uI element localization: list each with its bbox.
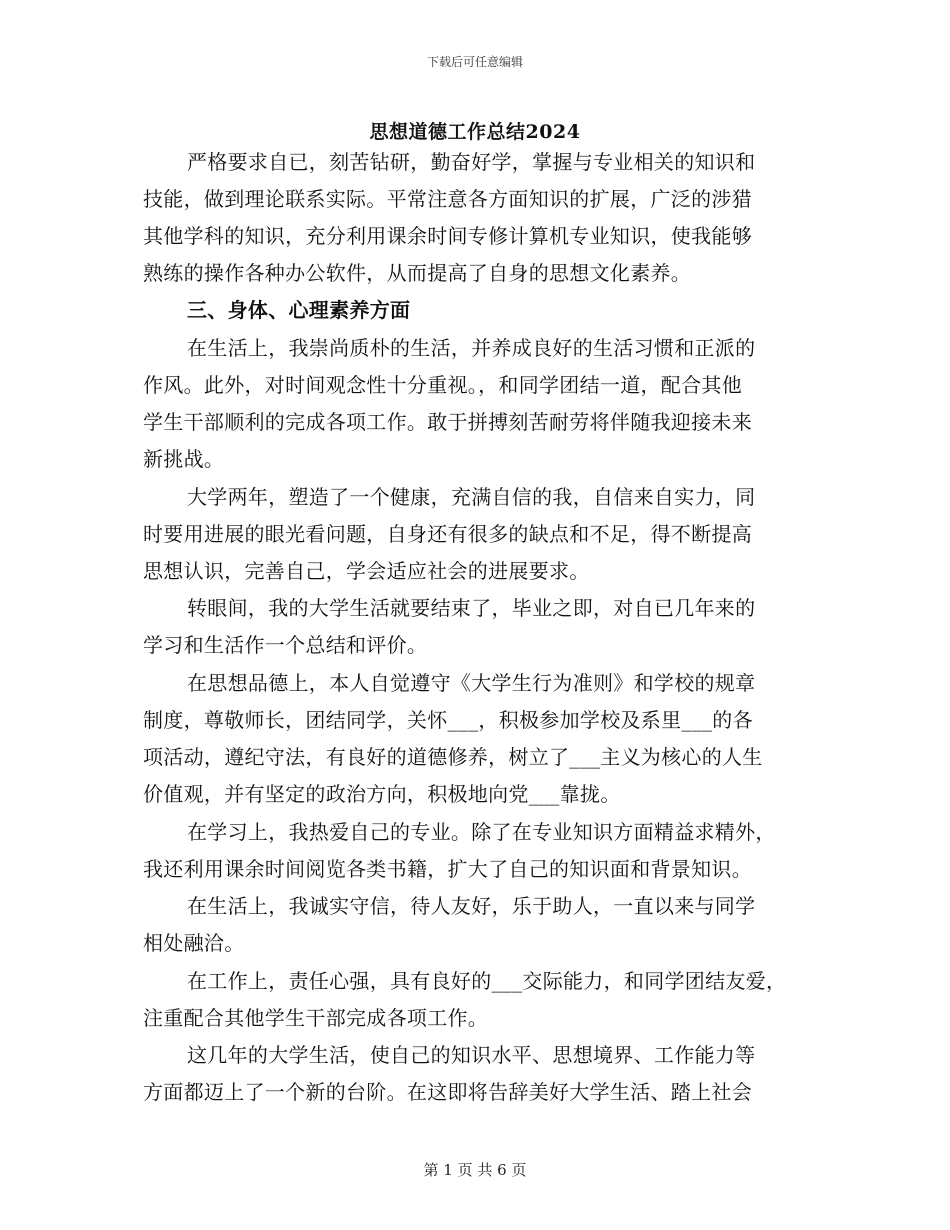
body-line: 学生干部顺利的完成各项工作。敢于拼搏刻苦耐劳将伴随我迎接未来 [143,410,752,434]
body-line: 熟练的操作各种办公软件，从而提高了自身的思想文化素养。 [143,261,692,285]
body-line: 技能，做到理论联系实际。平常注意各方面知识的扩展，广泛的涉猎 [143,187,752,211]
page-header-note: 下载后可任意编辑 [426,55,523,69]
body-line: 时要用进展的眼光看问题，自身还有很多的缺点和不足，得不断提高 [143,522,752,546]
body-line: 严格要求自已，刻苦钻研，勤奋好学，掌握与专业相关的知识和 [187,150,756,174]
body-line: 新挑战。 [143,447,225,471]
body-line: 大学两年，塑造了一个健康，充满自信的我，自信来自实力，同 [187,485,756,509]
body-line: 在工作上，责任心强，具有良好的___交际能力，和同学团结友爱， [187,969,787,993]
body-line: 在思想品德上，本人自觉遵守《大学生行为准则》和学校的规章 [187,671,756,695]
body-line: 学习和生活作一个总结和评价。 [143,633,428,657]
body-line: 价值观，并有坚定的政治方向，积极地向党___靠拢。 [143,782,621,806]
body-line: 其他学科的知识，充分利用课余时间专修计算机专业知识，使我能够 [143,224,752,248]
body-line: 转眼间，我的大学生活就要结束了，毕业之即，对自已几年来的 [187,596,756,620]
body-line: 在学习上，我热爱自己的专业。除了在专业知识方面精益求精外， [187,820,776,844]
body-line: 在生活上，我崇尚质朴的生活，并养成良好的生活习惯和正派的 [187,336,756,360]
body-line: 制度，尊敬师长，团结同学，关怀___，积极参加学校及系里___的各 [143,708,753,732]
body-line: 相处融洽。 [143,931,245,955]
body-line: 注重配合其他学生干部完成各项工作。 [143,1006,489,1030]
body-line: 作风。此外，对时间观念性十分重视。，和同学团结一道，配合其他 [143,373,742,397]
page-footer: 第 1 页 共 6 页 [423,1161,527,1179]
body-line: 这几年的大学生活，使自己的知识水平、思想境界、工作能力等 [187,1043,756,1067]
body-line: 在生活上，我诚实守信，待人友好，乐于助人，一直以来与同学 [187,894,756,918]
body-line: 项活动，遵纪守法，有良好的道德修养，树立了___主义为核心的人生 [143,745,763,769]
section-heading: 三、身体、心理素养方面 [187,298,411,322]
body-line: 思想认识，完善自己，学会适应社会的进展要求。 [143,559,590,583]
body-line: 我还利用课余时间阅览各类书籍，扩大了自己的知识面和背景知识。 [143,857,752,881]
body-line: 方面都迈上了一个新的台阶。在这即将告辞美好大学生活、踏上社会 [143,1080,752,1104]
document-title: 思想道德工作总结2024 [369,121,581,143]
